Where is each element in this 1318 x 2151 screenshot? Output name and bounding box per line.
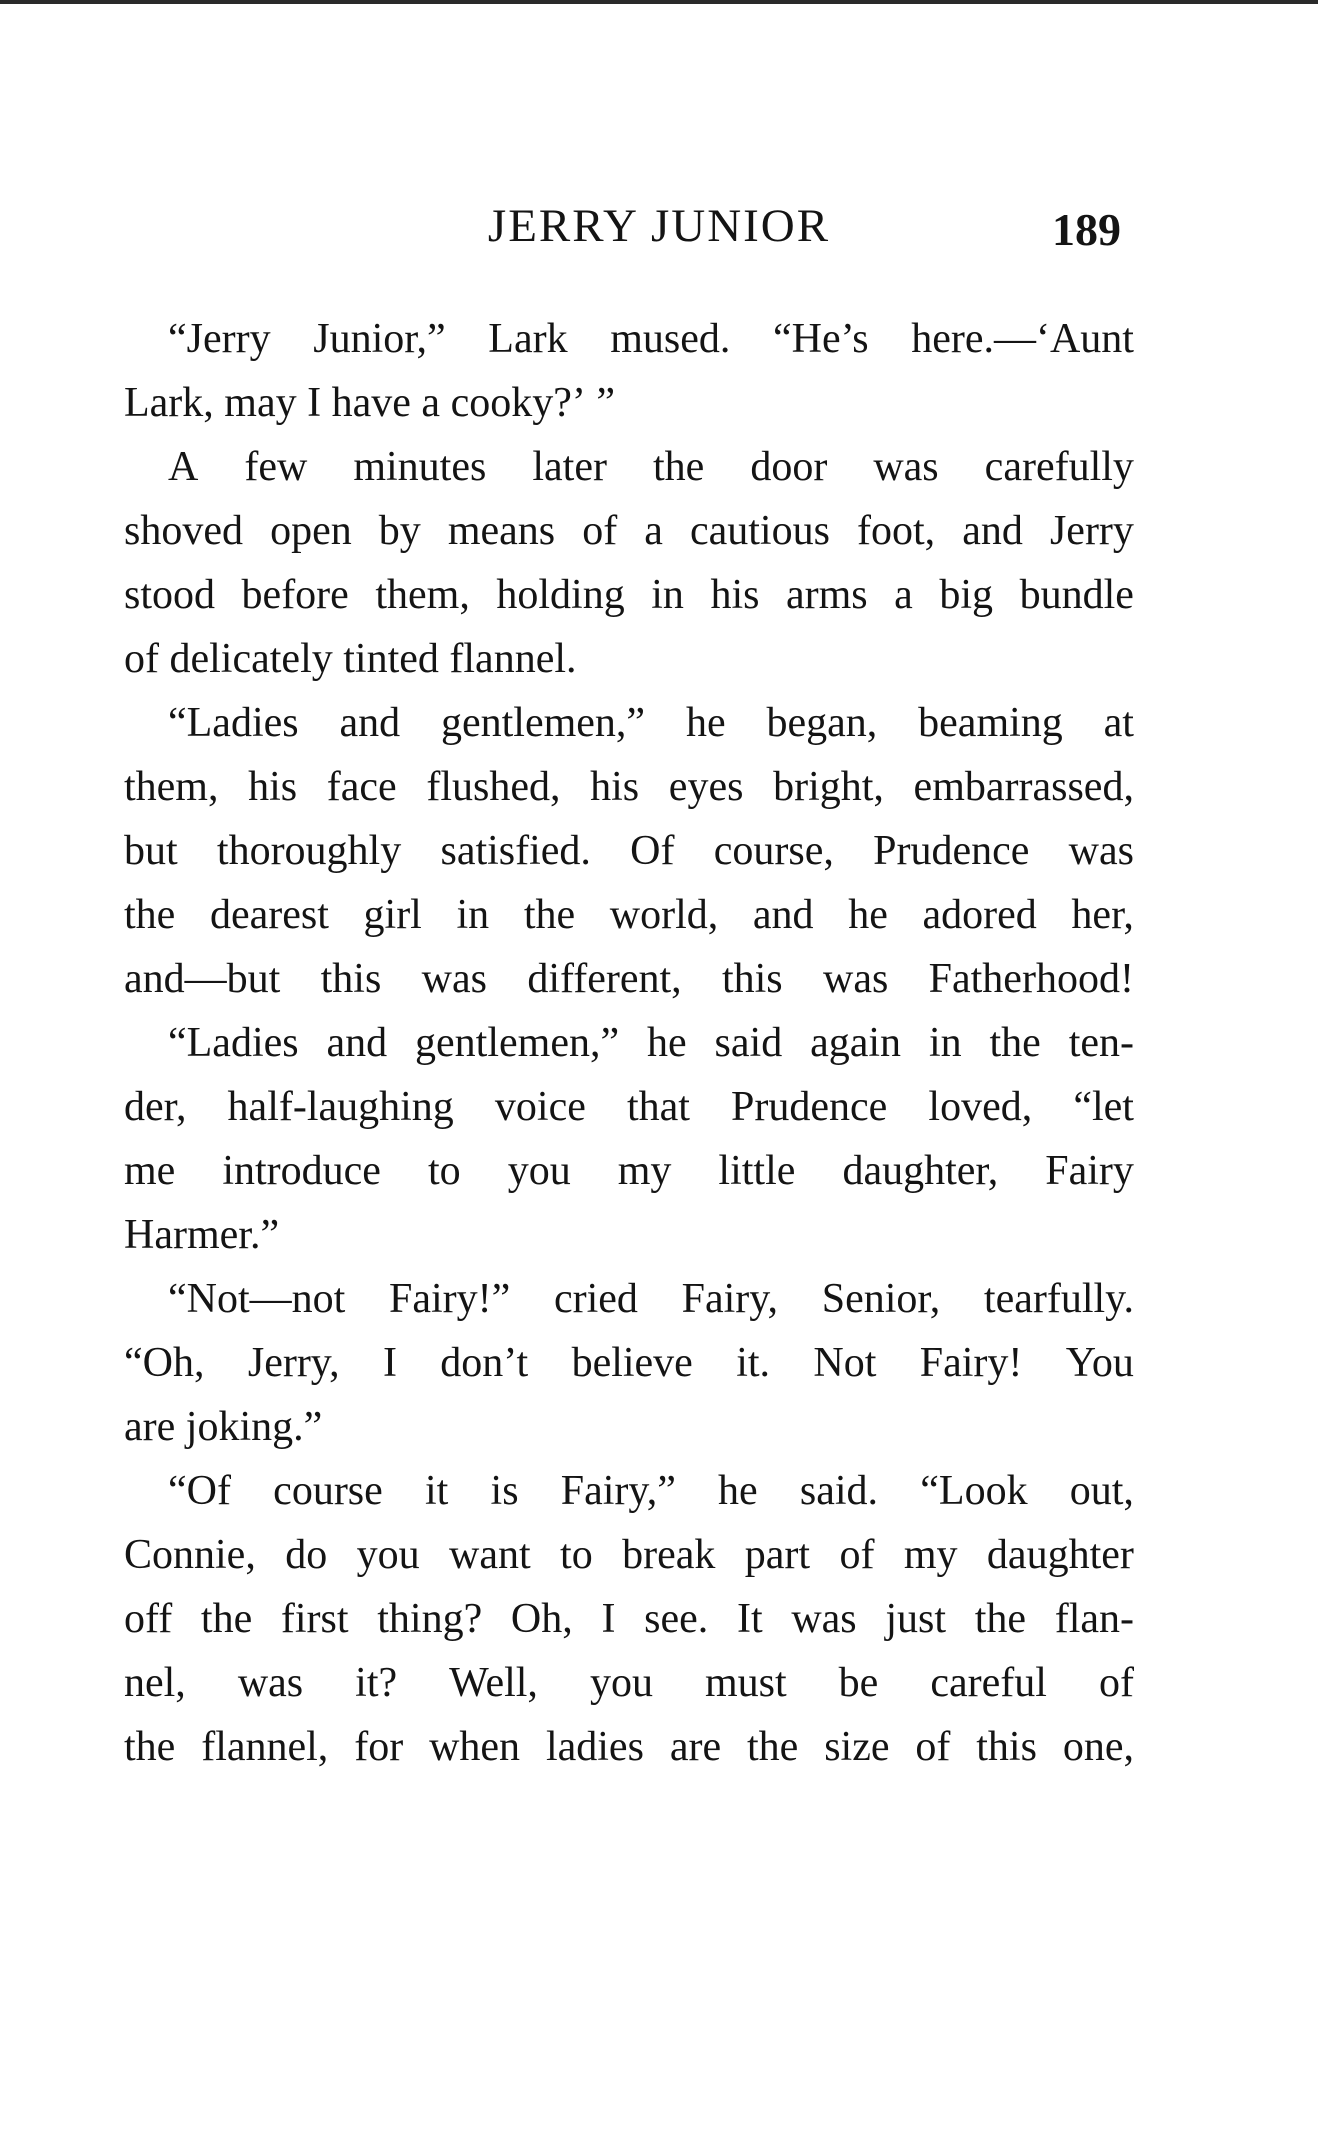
word: the	[124, 1724, 176, 1770]
word: Junior,”	[313, 316, 446, 362]
word: see.	[644, 1596, 709, 1642]
text-line	[124, 1011, 1134, 1075]
word: Harmer.”	[124, 1212, 280, 1258]
text-line	[124, 1075, 1134, 1139]
word: for	[354, 1724, 404, 1770]
word: my	[903, 1532, 958, 1578]
word: was	[237, 1660, 304, 1706]
word: and—but	[124, 956, 281, 1002]
word: arms	[785, 572, 868, 618]
word: I	[382, 1340, 397, 1386]
word: Senior,	[821, 1276, 941, 1322]
word: Connie,	[124, 1532, 256, 1578]
word: bright,	[773, 764, 884, 810]
word: Fatherhood!	[928, 956, 1134, 1002]
word: Fairy,”	[560, 1468, 676, 1514]
word: half-laughing	[227, 1084, 454, 1130]
word: when	[429, 1724, 521, 1770]
word: are	[669, 1724, 722, 1770]
word: again	[810, 1020, 902, 1066]
word: Of	[630, 828, 675, 874]
text-line	[124, 627, 1134, 691]
word: different,	[527, 956, 682, 1002]
word: in	[651, 572, 684, 618]
word: adored	[922, 892, 1037, 938]
word: and	[962, 508, 1023, 554]
word: nel,	[124, 1660, 186, 1706]
word: was	[791, 1596, 857, 1642]
word: ladies	[545, 1724, 644, 1770]
text-line	[124, 499, 1134, 563]
word: ”	[596, 380, 615, 426]
word: was	[873, 444, 939, 490]
word: Fairy!	[919, 1340, 1023, 1386]
word: bundle	[1019, 572, 1134, 618]
word: out,	[1069, 1468, 1134, 1514]
word: “Jerry	[168, 316, 271, 362]
word: that	[626, 1084, 690, 1130]
word: thing?	[377, 1596, 483, 1642]
word: may	[224, 380, 297, 426]
word: his	[248, 764, 298, 810]
word: stood	[124, 572, 216, 618]
word: I	[601, 1596, 616, 1642]
text-line	[124, 691, 1134, 755]
word: big	[939, 572, 994, 618]
word: ten-	[1068, 1020, 1134, 1066]
word: Well,	[449, 1660, 538, 1706]
word: tinted	[343, 636, 439, 682]
word: Oh,	[510, 1596, 573, 1642]
word: A	[168, 444, 199, 490]
text-line	[124, 819, 1134, 883]
word: his	[710, 572, 760, 618]
word: loved,	[928, 1084, 1033, 1130]
word: first	[280, 1596, 349, 1642]
word: flannel,	[201, 1724, 329, 1770]
word: delicately	[169, 636, 333, 682]
text-line	[124, 1395, 1134, 1459]
word: by	[378, 508, 421, 554]
word: a	[421, 380, 441, 426]
word: Fairy,	[681, 1276, 779, 1322]
text-line	[124, 755, 1134, 819]
text-line	[124, 435, 1134, 499]
word: joking.”	[185, 1404, 323, 1450]
word: dearest	[209, 892, 329, 938]
word: little	[718, 1148, 796, 1194]
word: “Ladies	[168, 700, 299, 746]
word: to	[427, 1148, 461, 1194]
word: careful	[930, 1660, 1047, 1706]
word: gentlemen,”	[441, 700, 646, 746]
text-line	[124, 947, 1134, 1011]
word: the	[746, 1724, 799, 1770]
word: the	[989, 1020, 1041, 1066]
page-top-edge	[0, 0, 1318, 4]
word: be	[838, 1660, 879, 1706]
word: must	[704, 1660, 787, 1706]
word: you	[589, 1660, 653, 1706]
word: a	[644, 508, 663, 554]
word: Prudence	[731, 1084, 888, 1130]
word: holding	[496, 572, 625, 618]
word: flan-	[1054, 1596, 1134, 1642]
word: You	[1065, 1340, 1134, 1386]
word: one,	[1062, 1724, 1134, 1770]
word: break	[622, 1532, 716, 1578]
word: want	[449, 1532, 531, 1578]
word: cooky?’	[450, 380, 586, 426]
word: before	[241, 572, 349, 618]
running-header-title: JERRY JUNIOR	[487, 200, 831, 252]
word: world,	[609, 892, 719, 938]
word: them,	[375, 572, 470, 618]
word: later	[532, 444, 607, 490]
word: of	[839, 1532, 875, 1578]
word: you	[356, 1532, 420, 1578]
word: carefully	[984, 444, 1134, 490]
word: them,	[124, 764, 219, 810]
word: here.—‘Aunt	[911, 316, 1134, 362]
word: “let	[1073, 1084, 1134, 1130]
word: have	[331, 380, 411, 426]
text-line	[124, 1651, 1134, 1715]
word: and	[339, 700, 401, 746]
word: tearfully.	[983, 1276, 1134, 1322]
text-line	[124, 1523, 1134, 1587]
word: “Look	[920, 1468, 1028, 1514]
word: beaming	[918, 700, 1063, 746]
word: the	[974, 1596, 1027, 1642]
word: and	[752, 892, 814, 938]
word: of	[915, 1724, 951, 1770]
word: the	[200, 1596, 253, 1642]
word: flannel.	[449, 636, 577, 682]
word: at	[1103, 700, 1134, 746]
word: in	[456, 892, 490, 938]
word: of	[1098, 1660, 1134, 1706]
word: Lark,	[124, 380, 214, 426]
word: I	[307, 380, 322, 426]
body-text	[124, 307, 1134, 1779]
word: eyes	[668, 764, 744, 810]
word: it.	[736, 1340, 771, 1386]
word: daughter	[986, 1532, 1134, 1578]
text-line	[124, 371, 1134, 435]
text-line	[124, 1139, 1134, 1203]
word: of	[124, 636, 159, 682]
word: Fairy!”	[389, 1276, 511, 1322]
word: are	[124, 1404, 176, 1450]
word: “Not—not	[168, 1276, 346, 1322]
word: open	[270, 508, 352, 554]
text-line	[124, 883, 1134, 947]
word: said.	[799, 1468, 879, 1514]
word: he	[848, 892, 888, 938]
word: course,	[713, 828, 834, 874]
word: means	[447, 508, 556, 554]
word: it?	[355, 1660, 398, 1706]
word: course	[273, 1468, 383, 1514]
word: the	[652, 444, 705, 490]
word: embarrassed,	[913, 764, 1134, 810]
word: he	[718, 1468, 758, 1514]
word: to	[560, 1532, 593, 1578]
word: thoroughly	[216, 828, 402, 874]
text-line	[124, 1267, 1134, 1331]
word: his	[590, 764, 640, 810]
word: it	[425, 1468, 449, 1514]
text-line	[124, 563, 1134, 627]
text-line	[124, 307, 1134, 371]
word: the	[523, 892, 576, 938]
word: “He’s	[772, 316, 869, 362]
word: part	[744, 1532, 811, 1578]
word: you	[507, 1148, 571, 1194]
word: Prudence	[873, 828, 1030, 874]
word: said	[714, 1020, 783, 1066]
word: cried	[553, 1276, 638, 1322]
text-line	[124, 1459, 1134, 1523]
page-number: 189	[1052, 204, 1121, 255]
word: was	[421, 956, 487, 1002]
word: gentlemen,”	[415, 1020, 620, 1066]
text-line	[124, 1331, 1134, 1395]
word: was	[822, 956, 889, 1002]
word: is	[490, 1468, 519, 1514]
word: door	[750, 444, 828, 490]
word: “Oh,	[124, 1340, 205, 1386]
word: me	[124, 1148, 176, 1194]
word: size	[824, 1724, 890, 1770]
word: off	[124, 1596, 173, 1642]
word: “Ladies	[168, 1020, 299, 1066]
word: foot,	[857, 508, 936, 554]
word: don’t	[440, 1340, 529, 1386]
word: Jerry,	[247, 1340, 340, 1386]
word: few	[244, 444, 308, 490]
word: the	[124, 892, 176, 938]
text-line	[124, 1203, 1134, 1267]
word: of	[582, 508, 618, 554]
word: “Of	[168, 1468, 231, 1514]
word: began,	[766, 700, 878, 746]
word: this	[320, 956, 382, 1002]
word: was	[1068, 828, 1134, 874]
word: this	[721, 956, 783, 1002]
word: and	[326, 1020, 388, 1066]
word: cautious	[689, 508, 830, 554]
word: he	[647, 1020, 687, 1066]
word: flushed,	[426, 764, 561, 810]
word: in	[928, 1020, 962, 1066]
word: shoved	[124, 508, 243, 554]
word: a	[894, 572, 913, 618]
word: do	[285, 1532, 328, 1578]
word: satisfied.	[440, 828, 591, 874]
text-line	[124, 1715, 1134, 1779]
word: minutes	[353, 444, 487, 490]
word: he	[685, 700, 726, 746]
word: this	[976, 1724, 1037, 1770]
word: It	[736, 1596, 763, 1642]
word: voice	[494, 1084, 586, 1130]
word: Lark	[488, 316, 568, 362]
word: introduce	[222, 1148, 381, 1194]
word: Not	[813, 1340, 877, 1386]
word: believe	[571, 1340, 693, 1386]
word: Fairy	[1045, 1148, 1134, 1194]
word: mused.	[610, 316, 731, 362]
word: Jerry	[1049, 508, 1134, 554]
word: but	[124, 828, 178, 874]
word: my	[617, 1148, 672, 1194]
text-line	[124, 1587, 1134, 1651]
word: der,	[124, 1084, 187, 1130]
word: just	[885, 1596, 947, 1642]
word: her,	[1071, 892, 1134, 938]
word: face	[326, 764, 397, 810]
word: girl	[363, 892, 422, 938]
word: daughter,	[842, 1148, 999, 1194]
